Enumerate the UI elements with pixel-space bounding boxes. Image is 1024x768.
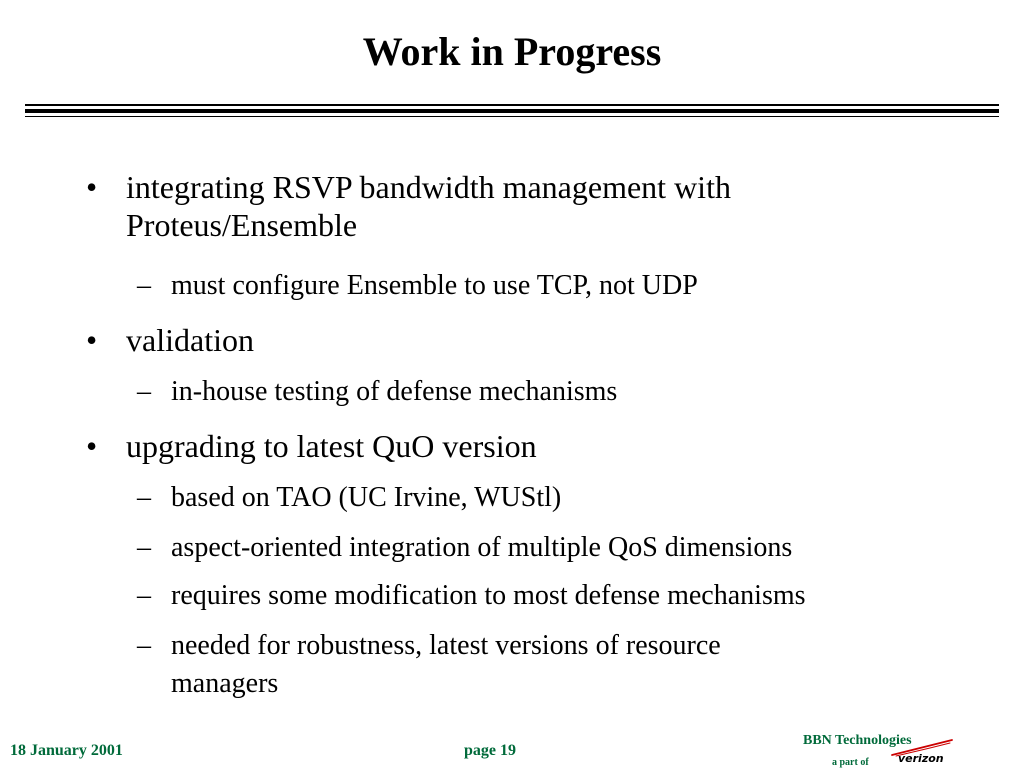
dash-marker: – [137,482,151,513]
sub-bullet-text: must configure Ensemble to use TCP, not UDP [171,270,698,301]
bullet-item [86,321,926,359]
sub-bullet-item [137,577,971,615]
sub-bullet-text: requires some modification to most defense mechanisms [171,580,806,611]
footer-date: 18 January 2001 [10,742,123,759]
bullet-text-continuation: Proteus/Ensemble [126,207,358,243]
sub-bullet-item [137,479,971,517]
dash-marker: – [137,532,151,563]
footer-a-part-of: a part of [832,757,869,768]
sub-bullet-item [137,267,971,305]
slide-title: Work in Progress [362,29,662,74]
bullet-marker: • [86,169,98,205]
dash-marker: – [137,580,151,611]
bullet-item [86,427,926,465]
bullet-text: integrating RSVP bandwidth management with [126,169,731,205]
footer-page-number: page 19 [464,742,516,759]
sub-bullet-item [137,627,971,703]
sub-bullet-text: based on TAO (UC Irvine, WUStl) [171,482,562,513]
bullet-text: upgrading to latest QuO version [126,428,537,464]
bullet-item [86,168,926,244]
sub-bullet-text-continuation: managers [171,668,279,699]
sub-bullet-item [137,373,971,411]
sub-bullet-text: in-house testing of defense mechanisms [171,376,618,407]
bullet-marker: • [86,322,98,358]
bullet-text: validation [126,322,254,358]
footer-company-name: BBN Technologies [803,733,912,748]
dash-marker: – [137,270,151,301]
logo-wordmark: verizon [898,752,944,765]
sub-bullet-item [137,529,971,567]
verizon-logo-icon [888,738,958,766]
dash-marker: – [137,376,151,407]
sub-bullet-text: aspect-oriented integration of multiple QoS dimensions [171,532,793,563]
dash-marker: – [137,630,151,661]
sub-bullet-text: needed for robustness, latest versions of resource [171,630,721,661]
bullet-marker: • [86,428,98,464]
